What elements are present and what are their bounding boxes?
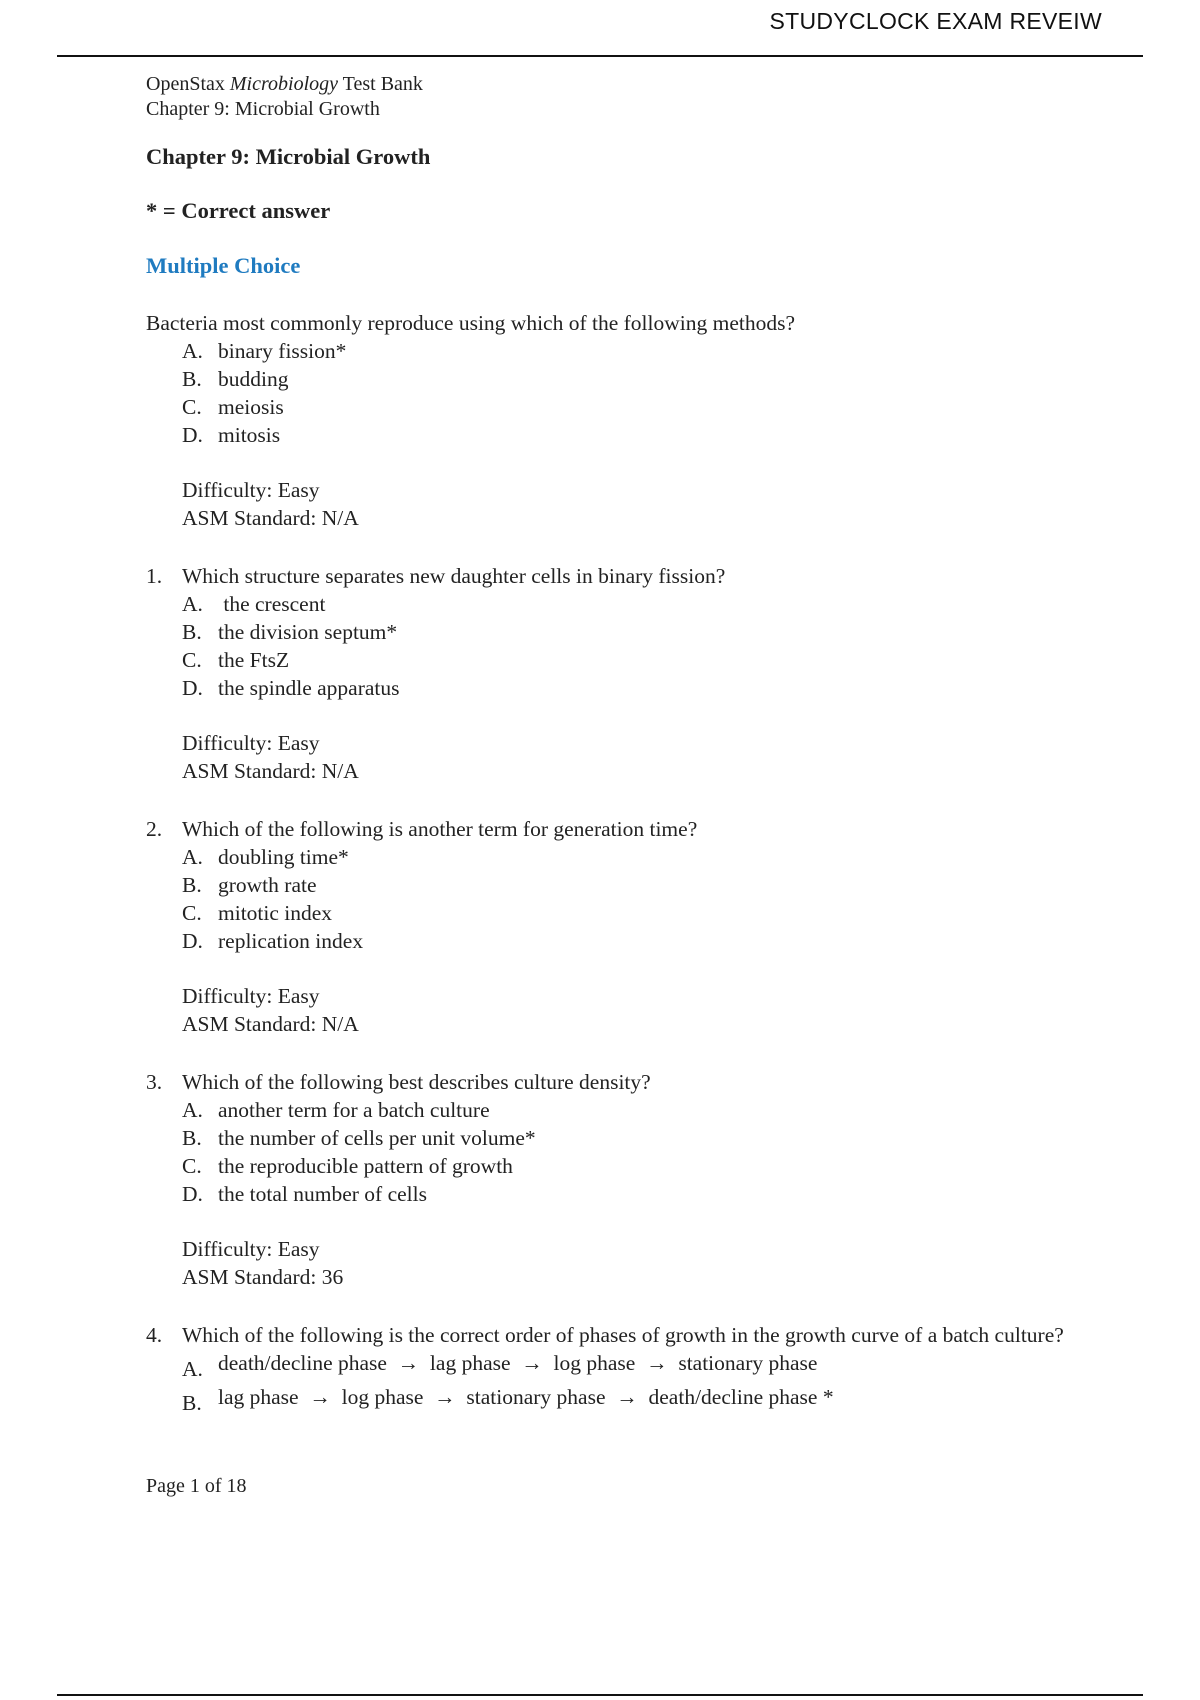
chapter-title: Chapter 9: Microbial Growth — [146, 144, 431, 169]
choice-text: doubling time* — [218, 845, 349, 869]
question-stem — [146, 309, 1096, 337]
choice-letter: D. — [182, 929, 203, 953]
choice-item — [182, 1180, 1096, 1208]
choice-text: the reproducible pattern of growth — [218, 1154, 513, 1178]
choice-list — [146, 590, 1096, 702]
choice-list — [146, 1349, 1096, 1417]
asm-standard-label: ASM Standard: N/A — [182, 506, 359, 530]
question-stem — [146, 1068, 1096, 1096]
choice-text: the number of cells per unit volume* — [218, 1126, 536, 1150]
header-rule — [57, 55, 1143, 57]
choice-item — [182, 899, 1096, 927]
running-header-line1 — [146, 72, 1096, 97]
question-number: 1. — [146, 564, 163, 588]
section-title: Multiple Choice — [146, 253, 301, 278]
question-item — [146, 1321, 1096, 1417]
running-header — [146, 72, 1096, 122]
choice-letter: C. — [182, 901, 202, 925]
choice-letter: C. — [182, 648, 202, 672]
asm-standard-label: ASM Standard: N/A — [182, 759, 359, 783]
choice-letter: B. — [182, 367, 202, 391]
choice-text: replication index — [218, 929, 364, 953]
question-text: Bacteria most commonly reproduce using which of the following methods? — [146, 311, 796, 335]
document-body — [146, 72, 1096, 1417]
choice-item — [182, 646, 1096, 674]
choice-item — [182, 618, 1096, 646]
question-meta — [146, 729, 1096, 785]
question-number: 2. — [146, 817, 163, 841]
header-prefix: OpenStax — [146, 73, 230, 95]
choice-text: meiosis — [218, 395, 284, 419]
difficulty-label: Difficulty: Easy — [182, 731, 320, 755]
choice-letter: A. — [182, 592, 203, 616]
choice-item — [182, 365, 1096, 393]
choice-item — [182, 843, 1096, 871]
choice-letter: B. — [182, 1126, 202, 1150]
choice-text: binary fission* — [218, 339, 347, 363]
question-meta — [146, 476, 1096, 532]
question-text: Which of the following best describes culture density? — [182, 1070, 651, 1094]
choice-letter: A. — [182, 845, 203, 869]
choice-text: growth rate — [218, 873, 317, 897]
question-text: Which of the following is the correct order of phases of growth in the growth curve of a batch culture? — [182, 1323, 1064, 1347]
question-item — [146, 815, 1096, 1038]
question-item — [146, 562, 1096, 785]
question-stem — [146, 562, 1096, 590]
choice-text: the crescent — [218, 592, 326, 616]
choice-text: budding — [218, 367, 289, 391]
question-stem — [146, 815, 1096, 843]
choice-letter: B. — [182, 1391, 202, 1415]
question-meta — [146, 982, 1096, 1038]
choice-text: mitosis — [218, 423, 281, 447]
choice-text: lag phase → log phase → stationary phase → death/decline phase * — [218, 1385, 834, 1409]
choice-letter: C. — [182, 1154, 202, 1178]
choice-list — [146, 843, 1096, 955]
choice-text: death/decline phase → lag phase → log phase → stationary phase — [218, 1351, 818, 1375]
choice-item — [182, 393, 1096, 421]
choice-text: another term for a batch culture — [218, 1098, 490, 1122]
choice-text: the total number of cells — [218, 1182, 427, 1206]
footer-rule — [57, 1694, 1143, 1696]
choice-letter: A. — [182, 1098, 203, 1122]
choice-list — [146, 1096, 1096, 1208]
question-meta — [146, 1235, 1096, 1291]
choice-item — [182, 927, 1096, 955]
choice-letter: D. — [182, 676, 203, 700]
choice-item — [182, 337, 1096, 365]
choice-text: the division septum* — [218, 620, 398, 644]
choice-item — [182, 421, 1096, 449]
page-number: Page 1 of 18 — [146, 1475, 247, 1497]
difficulty-label: Difficulty: Easy — [182, 478, 320, 502]
question-item — [146, 309, 1096, 532]
choice-item — [182, 674, 1096, 702]
watermark-title: STUDYCLOCK EXAM REVEIW — [769, 8, 1102, 34]
choice-letter: A. — [182, 339, 203, 363]
choice-item — [182, 1383, 1096, 1417]
question-stem — [146, 1321, 1096, 1349]
question-item — [146, 1068, 1096, 1291]
choice-letter: A. — [182, 1357, 203, 1381]
choice-letter: D. — [182, 423, 203, 447]
difficulty-label: Difficulty: Easy — [182, 1237, 320, 1261]
choice-item — [182, 1349, 1096, 1383]
choice-letter: B. — [182, 873, 202, 897]
answer-legend: * = Correct answer — [146, 198, 331, 223]
header-suffix: Test Bank — [338, 73, 423, 95]
choice-text: mitotic index — [218, 901, 333, 925]
asm-standard-label: ASM Standard: 36 — [182, 1265, 344, 1289]
choice-text: the spindle apparatus — [218, 676, 400, 700]
choice-item — [182, 1124, 1096, 1152]
running-header-line2: Chapter 9: Microbial Growth — [146, 98, 380, 120]
choice-item — [182, 1152, 1096, 1180]
choice-letter: D. — [182, 1182, 203, 1206]
header-book-title: Microbiology — [229, 73, 339, 95]
question-text: Which of the following is another term for generation time? — [182, 817, 698, 841]
question-number: 3. — [146, 1070, 163, 1094]
choice-letter: C. — [182, 395, 202, 419]
choice-item — [182, 871, 1096, 899]
choice-text: the FtsZ — [218, 648, 290, 672]
difficulty-label: Difficulty: Easy — [182, 984, 320, 1008]
question-text: Which structure separates new daughter cells in binary fission? — [182, 564, 726, 588]
asm-standard-label: ASM Standard: N/A — [182, 1012, 359, 1036]
choice-list — [146, 337, 1096, 449]
choice-item — [182, 590, 1096, 618]
choice-letter: B. — [182, 620, 202, 644]
choice-item — [182, 1096, 1096, 1124]
question-number: 4. — [146, 1323, 163, 1347]
